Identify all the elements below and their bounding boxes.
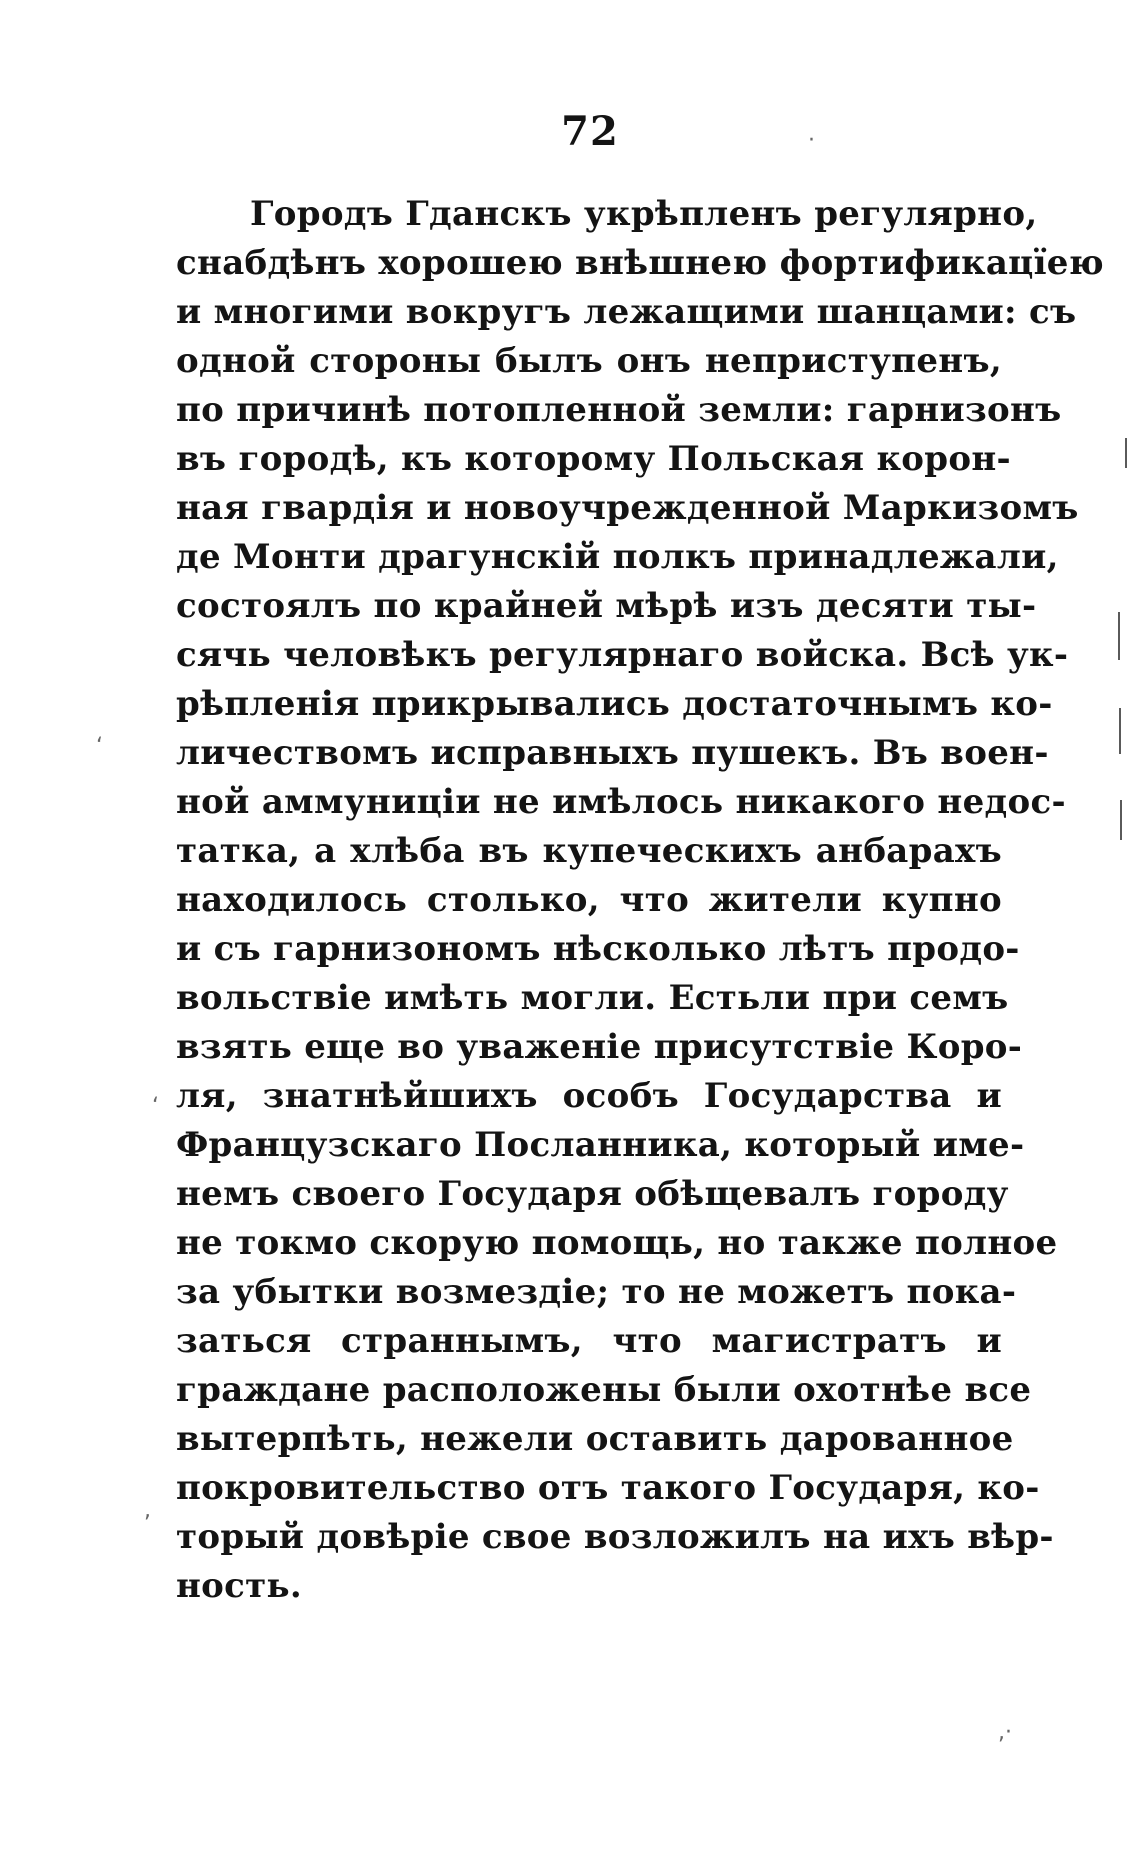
scan-artifact-mark [1118, 612, 1120, 660]
text-line: личествомъ исправныхъ пушекъ. Въ воен- [176, 733, 1049, 773]
body-text [176, 190, 1104, 1611]
text-line: ля, знатнѣйшихъ особъ Государства и [176, 1076, 1002, 1116]
scan-artifact-mark [1125, 438, 1127, 468]
text-line: и съ гарнизономъ нѣсколько лѣтъ продо- [176, 929, 1020, 969]
scan-artifact-mark: ,· [998, 1720, 1012, 1745]
text-line: ная гвардія и новоучрежденной Маркизомъ [176, 488, 1079, 528]
text-line: не токмо скорую помощь, но также полное [176, 1223, 1058, 1263]
text-line: ной аммуниціи не имѣлось никакого недос- [176, 782, 1066, 822]
scan-artifact-mark: · [808, 128, 815, 153]
text-line: татка, а хлѣба въ купеческихъ анбарахъ [176, 831, 1002, 871]
text-line: ность. [176, 1566, 303, 1606]
scan-artifact-mark: ‘ [152, 1094, 159, 1119]
text-line: рѣпленія прикрывались достаточнымъ ко- [176, 684, 1053, 724]
text-line: покровительство отъ такого Государя, ко- [176, 1468, 1040, 1508]
text-line: находилось столько, что жители купно [176, 880, 1002, 920]
text-line: одной стороны былъ онъ неприступенъ, [176, 341, 1002, 381]
text-line: немъ своего Государя обѣщевалъ городу [176, 1174, 1009, 1214]
scan-artifact-mark: , [144, 1498, 151, 1523]
page-number: 72 [561, 108, 619, 155]
text-line: Французскаго Посланника, который име- [176, 1125, 1025, 1165]
text-line: торый довѣріе свое возложилъ на ихъ вѣр- [176, 1517, 1054, 1557]
scan-artifact-mark [1119, 708, 1121, 754]
scan-artifact-mark [1120, 800, 1122, 840]
text-line: по причинѣ потопленной земли: гарнизонъ [176, 390, 1062, 430]
text-line: вытерпѣть, нежели оставить дарованное [176, 1419, 1014, 1459]
text-line: за убытки возмездіе; то не можетъ пока- [176, 1272, 1017, 1312]
text-line: Городъ Гданскъ укрѣпленъ регулярно, [250, 194, 1038, 234]
text-line: граждане расположены были охотнѣе все [176, 1370, 1032, 1410]
text-line: де Монти драгунскій полкъ принадлежали, [176, 537, 1059, 577]
text-line: взять еще во уваженіе присутствіе Коро- [176, 1027, 1023, 1067]
text-line: заться страннымъ, что магистратъ и [176, 1321, 1002, 1361]
text-line: и многими вокругъ лежащими шанцами: съ [176, 292, 1077, 332]
text-line: въ городѣ, къ которому Польская корон- [176, 439, 1011, 479]
text-line: состоялъ по крайней мѣрѣ изъ десяти ты- [176, 586, 1037, 626]
scan-artifact-mark: ‘ [96, 734, 103, 759]
text-line: сячь человѣкъ регулярнаго войска. Всѣ ук- [176, 635, 1069, 675]
text-line: вольствіе имѣть могли. Естьли при семъ [176, 978, 1009, 1018]
text-line: снабдѣнъ хорошею внѣшнею фортификацїею [176, 243, 1104, 283]
